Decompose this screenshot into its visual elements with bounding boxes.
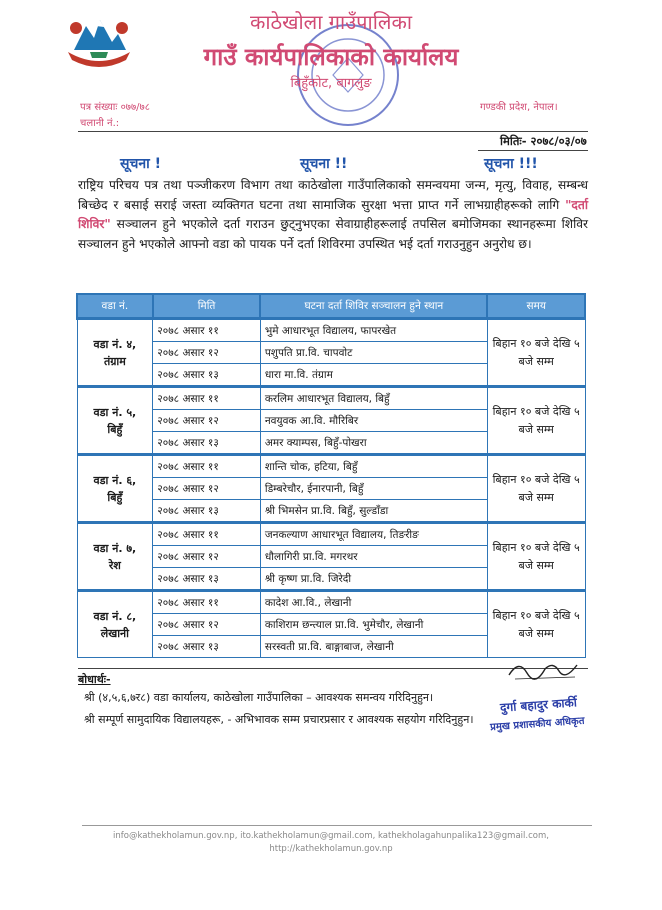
col-venue: घटना दर्ता शिविर सञ्चालन हुने स्थान bbox=[260, 294, 487, 319]
table-row bbox=[77, 387, 585, 410]
footer-website: http://kathekholamun.gov.np bbox=[269, 844, 393, 854]
municipality-name: काठेखोला गाउँपालिका bbox=[249, 10, 413, 34]
date-cell: २०७८ असार १३ bbox=[153, 636, 261, 658]
dispatch-number: चलानी नं.: bbox=[80, 118, 120, 129]
time-suffix: बजे सम्म bbox=[518, 490, 554, 504]
venue-cell: पशुपति प्रा.वि. चापवोट bbox=[260, 342, 487, 364]
col-date: मिति bbox=[153, 294, 261, 319]
signatory-name: दुर्गा बहादुर कार्की bbox=[499, 695, 578, 715]
notice-heading-3: सूचना !!! bbox=[484, 156, 538, 172]
date-cell: २०७८ असार ११ bbox=[153, 387, 261, 410]
date-underline bbox=[478, 150, 588, 151]
date-cell: २०७८ असार १२ bbox=[153, 478, 261, 500]
table-row bbox=[77, 319, 585, 342]
cc-line-1: श्री (४,५,६,७र८) वडा कार्यालय, काठेखोला गाउँपालिका – आवश्यक समन्वय गरिदिनुहुन। bbox=[84, 691, 434, 704]
date-cell: २०७८ असार १३ bbox=[153, 364, 261, 387]
time-cell bbox=[487, 319, 585, 387]
date-cell: २०७८ असार १२ bbox=[153, 546, 261, 568]
date-cell: २०७८ असार १३ bbox=[153, 500, 261, 523]
venue-cell: श्री कृष्ण प्रा.वि. जिरेदी bbox=[260, 568, 487, 591]
col-ward: वडा नं. bbox=[77, 294, 153, 319]
time-range: बिहान १० बजे देखि ५ bbox=[492, 540, 580, 554]
ward-place: लेखानी bbox=[100, 626, 130, 640]
date-cell: २०७८ असार १२ bbox=[153, 342, 261, 364]
venue-cell: भुमे आधारभूत विद्यालय, फापरखेत bbox=[260, 319, 487, 342]
col-time: समय bbox=[487, 294, 585, 319]
date-cell: २०७८ असार ११ bbox=[153, 523, 261, 546]
notice-body-part1: राष्ट्रिय परिचय पत्र तथा पञ्जीकरण विभाग तथा काठेखोला गाउँपालिकाको समन्वयमा जन्म, मृत्यु, विवाह, सम्बन्ध बिच्छेद र बसाई सराई जस्ता व्यक्तिगत घटना तथा सामाजिक सुरक्षा भत्ता प्राप्त गर्ने लाभग्राहीहरूको लागि bbox=[78, 178, 588, 212]
table-header-row bbox=[77, 294, 585, 319]
time-suffix: बजे सम्म bbox=[518, 558, 554, 572]
office-name: गाउँ कार्यपालिकाको कार्यालय bbox=[203, 43, 459, 71]
ward-number: वडा नं. ८, bbox=[93, 609, 137, 623]
venue-cell: काशिराम छन्त्याल प्रा.वि. भुमेचौर, लेखानी bbox=[260, 614, 487, 636]
ward-number: वडा नं. ७, bbox=[93, 541, 137, 555]
date-cell: २०७८ असार १३ bbox=[153, 568, 261, 591]
venue-cell: जनकल्याण आधारभूत विद्यालय, तिङरीङ bbox=[260, 523, 487, 546]
venue-cell: शान्ति चोक, हटिया, बिहुँ bbox=[260, 455, 487, 478]
date-cell: २०७८ असार ११ bbox=[153, 591, 261, 614]
time-range: बिहान १० बजे देखि ५ bbox=[492, 472, 580, 486]
ward-cell bbox=[77, 319, 153, 387]
time-suffix: बजे सम्म bbox=[518, 422, 554, 436]
header-divider bbox=[78, 131, 588, 132]
cc-label: बोधार्थः- bbox=[78, 673, 111, 686]
time-suffix: बजे सम्म bbox=[518, 626, 554, 640]
date-cell: २०७८ असार १२ bbox=[153, 410, 261, 432]
ward-place: बिहुँ bbox=[107, 490, 123, 504]
notice-heading-1: सूचना ! bbox=[120, 156, 162, 172]
camp-schedule-table bbox=[76, 293, 586, 658]
office-location: बिहुँकोट, बागलुङ bbox=[290, 76, 372, 91]
ward-place: रेश bbox=[108, 558, 121, 572]
footer-divider bbox=[82, 825, 592, 826]
table-row bbox=[77, 591, 585, 614]
venue-cell: अमर क्याम्पस, बिहुँ-पोखरा bbox=[260, 432, 487, 455]
notice-body-part2: सञ्चालन हुने भएकोले दर्ता गराउन छुट्नुभएका सेवाग्राहीहरूलाई तपसिल बमोजिमका स्थानहरूमा शिविर सञ्चालन हुने भएकोले आफ्नो वडा को पायक पर्ने दर्ता शिविरमा उपस्थित भई दर्ता गराउनुहुन अनुरोध छ। bbox=[78, 217, 588, 251]
ward-number: वडा नं. ५, bbox=[93, 405, 137, 419]
venue-cell: करलिम आधारभूत विद्यालय, बिहुँ bbox=[260, 387, 487, 410]
province-label: गण्डकी प्रदेश, नेपाल। bbox=[480, 102, 558, 113]
signatory-title: प्रमुख प्रशासकीय अधिकृत bbox=[489, 715, 585, 734]
camp-highlight: "दर्ता शिविर" bbox=[78, 197, 589, 232]
venue-cell: कादेश आ.वि., लेखानी bbox=[260, 591, 487, 614]
notice-body bbox=[78, 176, 588, 254]
table-row bbox=[77, 523, 585, 546]
ward-cell bbox=[77, 523, 153, 591]
time-cell bbox=[487, 523, 585, 591]
time-cell bbox=[487, 591, 585, 658]
date-cell: २०७८ असार १२ bbox=[153, 614, 261, 636]
time-cell bbox=[487, 387, 585, 455]
notice-date: मितिः- २०७८/०३/०७ bbox=[500, 134, 587, 148]
date-cell: २०७८ असार ११ bbox=[153, 455, 261, 478]
venue-cell: श्री भिमसेन प्रा.वि. बिहुँ, सुल्डाँडा bbox=[260, 500, 487, 523]
ward-number: वडा नं. ४, bbox=[93, 337, 137, 351]
ward-cell bbox=[77, 591, 153, 658]
signature-icon bbox=[505, 655, 585, 683]
ward-cell bbox=[77, 387, 153, 455]
ward-place: बिहुँ bbox=[107, 422, 123, 436]
ward-place: तंग्राम bbox=[103, 354, 126, 368]
time-range: बिहान १० बजे देखि ५ bbox=[492, 404, 580, 418]
letter-number: पत्र संख्याः ०७७/७८ bbox=[80, 102, 150, 113]
ward-cell bbox=[77, 455, 153, 523]
notice-heading-2: सूचना !! bbox=[300, 156, 348, 172]
venue-cell: नवयुवक आ.वि. मौरिबिर bbox=[260, 410, 487, 432]
time-range: बिहान १० बजे देखि ५ bbox=[492, 336, 580, 350]
venue-cell: धौलागिरी प्रा.वि. मगरथर bbox=[260, 546, 487, 568]
date-cell: २०७८ असार ११ bbox=[153, 319, 261, 342]
table-row bbox=[77, 455, 585, 478]
ward-number: वडा नं. ६, bbox=[93, 473, 137, 487]
time-cell bbox=[487, 455, 585, 523]
date-cell: २०७८ असार १३ bbox=[153, 432, 261, 455]
venue-cell: धारा मा.वि. तंग्राम bbox=[260, 364, 487, 387]
venue-cell: सरस्वती प्रा.वि. बाङ्गाबाज, लेखानी bbox=[260, 636, 487, 658]
time-range: बिहान १० बजे देखि ५ bbox=[492, 608, 580, 622]
time-suffix: बजे सम्म bbox=[518, 354, 554, 368]
cc-line-2: श्री सम्पूर्ण सामुदायिक विद्यालयहरू, - अभिभावक सम्म प्रचारप्रसार र आवश्यक सहयोग गरिदिनुहुन। bbox=[84, 713, 474, 726]
footer-contact-line: info@kathekholamun.gov.np, ito.kathekholamun@gmail.com, kathekholagahunpalika123@gmail.com, bbox=[113, 831, 549, 841]
venue-cell: डिम्बरेचौर, ईनारपानी, बिहुँ bbox=[260, 478, 487, 500]
